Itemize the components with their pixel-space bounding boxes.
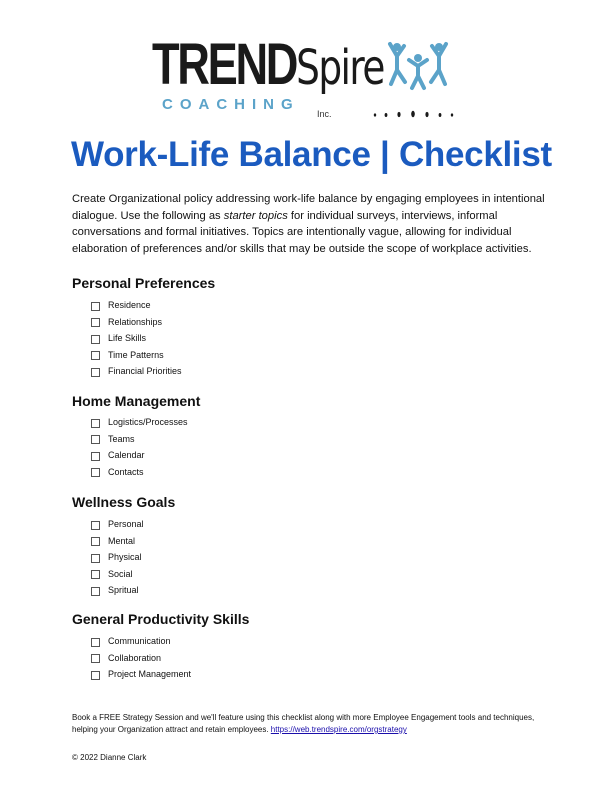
checklist-item-label: Contacts: [108, 466, 144, 477]
checklist-item: [72, 431, 532, 448]
checkbox[interactable]: [91, 587, 100, 596]
copyright: © 2022 Dianne Clark: [72, 753, 147, 762]
section-home-management: [72, 392, 532, 480]
logo-wordmark-main: TREND: [152, 32, 297, 97]
checklist-item-label: Calendar: [108, 450, 145, 461]
checklist-item: [72, 650, 532, 667]
checklist-item: [72, 666, 532, 683]
section-heading: Personal Preferences: [72, 275, 216, 291]
section-general-productivity-skills: [72, 610, 532, 683]
page-title: Work-Life Balance | Checklist: [71, 135, 552, 174]
checklist-item-label: Collaboration: [108, 652, 162, 663]
checklist-item: [72, 633, 532, 650]
logo-wordmark: [152, 32, 384, 97]
checkbox[interactable]: [91, 335, 100, 344]
checklist-item-label: Project Management: [108, 669, 192, 680]
checklist-item: [72, 516, 532, 533]
checkbox[interactable]: [91, 570, 100, 579]
checklist-item-label: Mental: [108, 535, 136, 546]
logo-wordmark-spire: Spire: [296, 40, 384, 96]
checklist-item: [72, 330, 532, 347]
checklist-item: [72, 533, 532, 550]
checklist: [72, 633, 532, 683]
checklist-item-label: Logistics/Processes: [108, 417, 188, 427]
checklist-item: [72, 549, 532, 566]
checklist-item-label: Time Patterns: [108, 349, 164, 360]
logo-dots-decoration: [372, 108, 462, 120]
checklist: [72, 414, 532, 480]
section-heading: Wellness Goals: [72, 494, 176, 510]
logo-inc: Inc.: [317, 109, 332, 119]
footer-note: [72, 712, 542, 736]
checkbox[interactable]: [91, 638, 100, 647]
checklist-item: [72, 297, 532, 314]
checkbox[interactable]: [91, 351, 100, 360]
checklist-item-label: Social: [108, 568, 133, 579]
strategy-link[interactable]: https://web.trendspire.com/orgstrategy: [270, 725, 407, 734]
people-figures-icon: [387, 40, 449, 92]
checklist: [72, 297, 532, 380]
checkbox[interactable]: [91, 671, 100, 680]
checklist-item-label: Spritual: [108, 585, 139, 596]
checklist: [72, 516, 532, 599]
checkbox[interactable]: [91, 302, 100, 311]
checkbox[interactable]: [91, 368, 100, 377]
checklist-item: [72, 447, 532, 464]
checklist-item: [72, 464, 532, 481]
intro-paragraph: [72, 191, 552, 257]
section-wellness-goals: [72, 493, 532, 599]
checklist-item-label: Personal: [108, 519, 144, 529]
checkbox[interactable]: [91, 537, 100, 546]
checklist-item-label: Relationships: [108, 316, 163, 327]
checklist-item-label: Teams: [108, 433, 135, 444]
checklist-item-label: Residence: [108, 300, 151, 310]
checklist-item: [72, 363, 532, 380]
section-heading: Home Management: [72, 393, 201, 409]
checkbox[interactable]: [91, 468, 100, 477]
checkbox[interactable]: [91, 419, 100, 428]
checklist-item: [72, 414, 532, 431]
checklist-item-label: Life Skills: [108, 333, 147, 344]
checklist-item: [72, 347, 532, 364]
checklist-item: [72, 582, 532, 599]
footer-text: Book a FREE Strategy Session and we'll feature using this checklist along with more Employee Engagement tools and techniques, helping your Organization attract and retain employees.: [72, 713, 535, 734]
checklist-item: [72, 566, 532, 583]
checkbox[interactable]: [91, 654, 100, 663]
section-heading: General Productivity Skills: [72, 611, 250, 627]
checklist-item-label: Communication: [108, 636, 171, 646]
checkbox[interactable]: [91, 318, 100, 327]
intro-text-after: for individual surveys, interviews, informal conversations and formal initiatives. Topics are intentionally vague, allowing for individual elaboration of preferences and/or skills that may be outside the scope of workplace activities.: [72, 209, 532, 255]
intro-text-italic: starter topics: [223, 209, 288, 222]
checklist-item: [72, 314, 532, 331]
checkbox[interactable]: [91, 554, 100, 563]
checkbox[interactable]: [91, 435, 100, 444]
section-personal-preferences: [72, 274, 532, 380]
checkbox[interactable]: [91, 452, 100, 461]
intro-text-before: Create Organizational policy addressing work-life balance by engaging employees in intentional dialogue. Use the following as: [72, 193, 545, 222]
checklist-item-label: Financial Priorities: [108, 366, 182, 377]
trendspire-logo: [152, 32, 462, 126]
checkbox[interactable]: [91, 521, 100, 530]
logo-tagline: COACHING: [162, 96, 300, 113]
checklist-item-label: Physical: [108, 552, 142, 563]
